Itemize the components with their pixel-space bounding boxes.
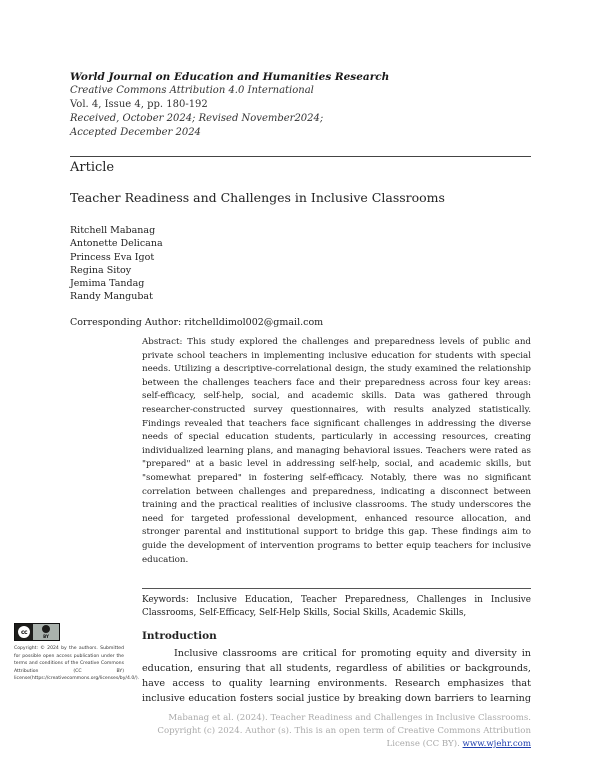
paper-title: Teacher Readiness and Challenges in Inclusive Classrooms [70,190,445,205]
author-name: Princess Eva Igot [70,251,155,263]
accepted-date: Accepted December 2024 [70,127,201,138]
introduction-paragraph: Inclusive classrooms are critical for promoting equity and diversity in education, ensuring that all students, regardless of abilities or backgrounds, have access to quality learning environments. Research emphasizes that inclusive education fosters social justice by breaking down barriers to learning [142,648,531,704]
page-footer [150,712,531,751]
author-name: Regina Sitoy [70,264,132,276]
author-name: Ritchell Mabanag [70,225,156,236]
keywords-divider [142,588,531,589]
section-heading-introduction: Introduction [142,630,217,642]
received-dates: Received, October 2024; Revised November2024; [70,113,324,124]
journal-volume: Vol. 4, Issue 4, pp. 180-192 [70,99,208,110]
footer-citation: Mabanag et al. (2024). Teacher Readiness and Challenges in Inclusive Classrooms. Copyright (c) 2024. Author (s). This is an open term of Creative Commons Attribution License (CC BY). [157,713,531,749]
copyright-notice: Copyright: © 2024 by the authors. Submitted for possible open access publication under the terms and conditions of the Creative Commons Attribution (CC BY) license(https://creativecommons.org/licenses/by/4.0/). [14,646,140,682]
journal-license: Creative Commons Attribution 4.0 International [70,85,314,96]
attribution-person-icon [42,625,50,633]
cc-icon: cc [18,626,30,638]
author-name: Randy Mangubat [70,291,153,303]
cc-by-license-badge[interactable] [14,623,60,641]
author-name: Jemima Tandag [70,278,145,290]
corresponding-author: Corresponding Author: ritchelldimol002@gmail.com [70,317,324,328]
cc-by-label: BY [43,634,49,639]
author-list [70,224,163,304]
abstract: Abstract: This study explored the challenges and preparedness levels of public and private school teachers in implementing inclusive education for students with special needs. Utilizing a descriptive-correlational design, the study examined the relationship between the challenges teachers face and their preparedness across four key areas: self-efficacy, self-help, social, and academic skills. Data was gathered through researcher-constructed survey questionnaires, with results analyzed statistically. Findings revealed that teachers face significant challenges in addressing the diverse needs of special education students, particularly in accessing resources, creating individualized learning plans, and managing behavioral issues. Teachers were rated as "prepared" at a basic level in addressing self-help, social, and academic skills, but "somewhat prepared" in fostering self-efficacy. Notably, there was no significant correlation between challenges and preparedness, indicating a disconnect between training and the practical realities of inclusive classrooms. The study underscores the need for targeted professional development, enhanced resource allocation, and stronger parental and institutional support to bridge this gap. These findings aim to guide the development of intervention programs to better equip teachers for inclusive education. [142,337,531,565]
journal-website-link[interactable]: www.wjehr.com [462,739,531,749]
keywords: Keywords: Inclusive Education, Teacher Preparedness, Challenges in Inclusive Classrooms, Self-Efficacy, Self-Help Skills, Social Skills, Academic Skills, [142,595,531,619]
author-name: Antonette Delicana [70,238,163,250]
journal-name: World Journal on Education and Humanities Research [70,71,390,83]
article-label: Article [70,160,115,175]
header-divider [70,156,531,157]
